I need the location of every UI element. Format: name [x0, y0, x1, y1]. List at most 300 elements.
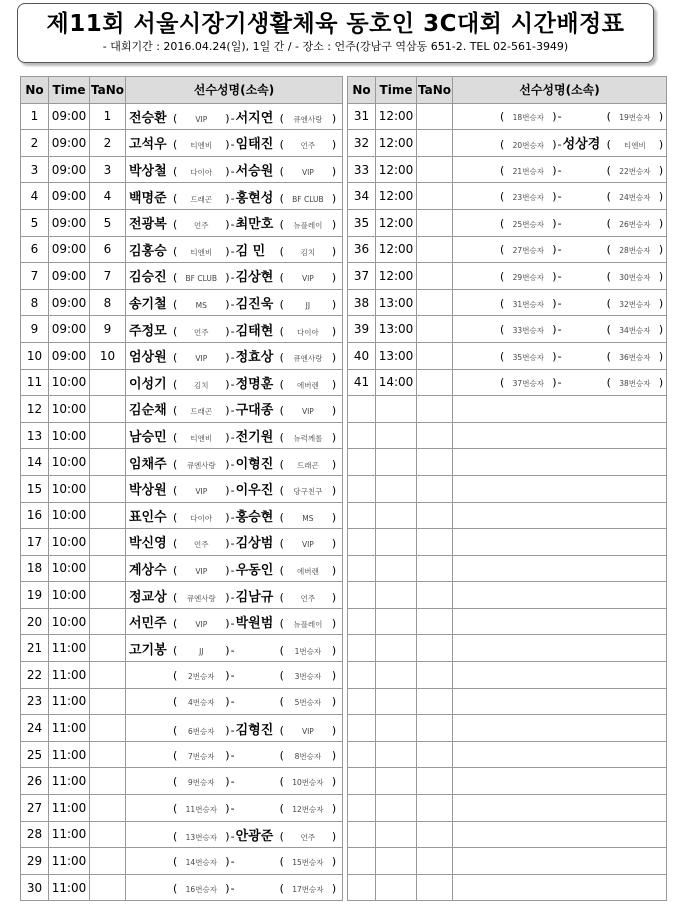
paren-open: (: [279, 138, 284, 152]
paren-close: ): [225, 457, 230, 471]
cell-no: 40: [348, 342, 376, 369]
player2-club: 언주: [300, 593, 316, 603]
cell-time: 11:00: [49, 715, 90, 742]
player1-club: 20번승자: [512, 141, 544, 151]
cell-tano: [417, 209, 453, 236]
versus-dash: -: [557, 376, 562, 390]
paren-open: (: [279, 855, 284, 869]
player1-club: 김치: [194, 380, 209, 390]
cell-empty: [348, 741, 376, 768]
cell-tano: [90, 715, 126, 742]
player2-name: 김태현: [235, 323, 274, 339]
cell-empty: [376, 821, 417, 848]
versus-dash: -: [557, 216, 562, 230]
cell-match: [126, 768, 343, 795]
cell-match: [126, 741, 343, 768]
cell-no: 30: [21, 874, 49, 901]
cell-tano: 6: [90, 236, 126, 263]
player1-club: 드래곤: [190, 194, 213, 204]
cell-no: 25: [21, 741, 49, 768]
paren-open: (: [279, 111, 284, 125]
paren-close: ): [225, 431, 230, 445]
cell-empty: [453, 582, 667, 609]
paren-open: (: [279, 881, 284, 895]
cell-time: 11:00: [49, 635, 90, 662]
paren-close: ): [225, 510, 230, 524]
versus-dash: -: [230, 111, 235, 125]
cell-empty: [417, 608, 453, 635]
cell-empty: [417, 475, 453, 502]
player2-name: 김상현: [235, 270, 274, 286]
player2-name: 김진욱: [235, 297, 274, 313]
paren-open: (: [606, 296, 611, 310]
player1-name: 김홍승: [129, 243, 167, 259]
cell-empty: [417, 555, 453, 582]
player1-name: 서민주: [129, 616, 167, 632]
player2-club: VIP: [301, 540, 314, 550]
paren-close: ): [331, 377, 337, 391]
cell-time: 12:00: [376, 183, 417, 210]
cell-tano: [90, 821, 126, 848]
cell-match: [453, 316, 667, 343]
player1-name: 고석우: [129, 137, 167, 153]
player2-club: 17번승자: [292, 884, 324, 894]
cell-empty: [453, 662, 667, 689]
paren-open: (: [173, 138, 178, 152]
paren-close: ): [331, 191, 337, 205]
paren-close: ): [552, 269, 557, 283]
player2-club: MS: [302, 513, 314, 523]
player2-name: 홍승현: [235, 509, 274, 525]
paren-open: (: [173, 695, 178, 709]
cell-empty: [453, 635, 667, 662]
paren-close: ): [225, 855, 230, 869]
cell-empty: [376, 422, 417, 449]
paren-open: (: [173, 775, 178, 789]
paren-open: (: [173, 244, 178, 258]
cell-tano: [90, 848, 126, 875]
table-row: [348, 688, 667, 715]
table-row: [348, 449, 667, 476]
cell-match: [453, 236, 667, 263]
player1-club: 25번승자: [512, 219, 544, 229]
cell-no: 24: [21, 715, 49, 742]
paren-close: ): [552, 296, 557, 310]
table-row: [21, 688, 343, 715]
page-title: 제11회 서울시장기생활체육 동호인 3C대회 시간배정표: [46, 11, 625, 37]
cell-match: [126, 715, 343, 742]
cell-tano: [90, 582, 126, 609]
player1-club: 16번승자: [185, 884, 217, 894]
player1-name: 남승민: [129, 430, 167, 446]
paren-close: ): [552, 243, 557, 257]
paren-close: ): [658, 323, 664, 337]
cell-empty: [453, 502, 667, 529]
paren-close: ): [225, 748, 230, 762]
cell-no: 11: [21, 369, 49, 396]
cell-tano: 8: [90, 289, 126, 316]
cell-empty: [453, 608, 667, 635]
cell-tano: [90, 475, 126, 502]
cell-empty: [417, 635, 453, 662]
cell-tano: [417, 183, 453, 210]
paren-close: ): [225, 377, 230, 391]
cell-empty: [453, 715, 667, 742]
cell-tano: [90, 874, 126, 901]
cell-empty: [376, 608, 417, 635]
cell-no: 37: [348, 263, 376, 290]
cell-time: 10:00: [49, 475, 90, 502]
player2-club: 8번승자: [294, 751, 322, 761]
paren-open: (: [279, 723, 284, 737]
table-row: [348, 289, 667, 316]
table-row: [21, 103, 343, 130]
table-row: [21, 821, 343, 848]
paren-close: ): [552, 110, 557, 124]
cell-time: 10:00: [49, 449, 90, 476]
player2-club: 뉴플레이: [293, 620, 323, 630]
player1-club: 37번승자: [512, 379, 544, 389]
table-row: [21, 635, 343, 662]
cell-match: [126, 449, 343, 476]
cell-no: 18: [21, 555, 49, 582]
versus-dash: -: [230, 829, 235, 843]
paren-open: (: [279, 510, 284, 524]
player2-club: 26번승자: [619, 219, 651, 229]
cell-empty: [417, 741, 453, 768]
cell-time: 13:00: [376, 342, 417, 369]
paren-open: (: [279, 191, 284, 205]
table-row: [21, 795, 343, 822]
cell-time: 13:00: [376, 316, 417, 343]
cell-empty: [417, 422, 453, 449]
table-row: [21, 608, 343, 635]
cell-match: [453, 183, 667, 210]
cell-empty: [376, 848, 417, 875]
versus-dash: -: [557, 110, 562, 124]
versus-dash: -: [230, 537, 235, 551]
player2-name: 우동인: [235, 562, 274, 578]
paren-close: ): [658, 243, 664, 257]
player2-club: 큐엔사랑: [293, 114, 323, 124]
cell-empty: [348, 795, 376, 822]
player2-name: 김형진: [235, 722, 274, 738]
paren-close: ): [658, 110, 664, 124]
player1-club: 큐엔사랑: [186, 460, 216, 470]
cell-empty: [348, 874, 376, 901]
cell-match: [453, 263, 667, 290]
player2-club: 티엔비: [624, 141, 646, 151]
col-header-time: Time: [376, 77, 417, 104]
cell-match: [126, 130, 343, 157]
paren-open: (: [500, 138, 505, 152]
paren-open: (: [279, 404, 284, 418]
paren-open: (: [279, 218, 284, 232]
player2-club: 22번승자: [619, 166, 651, 176]
player2-club: VIP: [301, 168, 314, 178]
paren-open: (: [173, 590, 178, 604]
cell-empty: [348, 529, 376, 556]
cell-match: [126, 795, 343, 822]
cell-time: 10:00: [49, 529, 90, 556]
paren-open: (: [279, 643, 284, 657]
cell-tano: [417, 342, 453, 369]
table-row: [21, 475, 343, 502]
player2-club: 에버렌: [297, 380, 319, 390]
paren-open: (: [500, 376, 505, 390]
table-row: [21, 183, 343, 210]
cell-tano: 10: [90, 342, 126, 369]
paren-open: (: [173, 563, 178, 577]
paren-close: ): [331, 324, 337, 338]
cell-tano: [90, 529, 126, 556]
versus-dash: -: [230, 881, 235, 895]
cell-empty: [417, 768, 453, 795]
cell-no: 21: [21, 635, 49, 662]
player2-club: 3번승자: [294, 671, 322, 681]
cell-tano: [417, 130, 453, 157]
versus-dash: -: [230, 590, 235, 604]
player2-club: 15번승자: [292, 858, 324, 868]
table-row: [348, 183, 667, 210]
cell-empty: [453, 555, 667, 582]
player2-name: 홍현성: [235, 190, 274, 206]
title-box: [17, 3, 654, 63]
cell-empty: [417, 795, 453, 822]
player2-club: 에버렌: [297, 566, 319, 576]
cell-tano: 9: [90, 316, 126, 343]
player2-name: 김 민: [235, 243, 266, 259]
cell-no: 9: [21, 316, 49, 343]
cell-no: 26: [21, 768, 49, 795]
player1-club: VIP: [195, 354, 208, 364]
player1-name: 정교상: [129, 589, 167, 605]
cell-tano: [90, 635, 126, 662]
cell-empty: [453, 475, 667, 502]
player2-club: 1번승자: [294, 646, 322, 656]
player2-club: BF CLUB: [292, 194, 324, 204]
paren-open: (: [173, 324, 178, 338]
paren-close: ): [225, 723, 230, 737]
cell-tano: [417, 316, 453, 343]
player1-name: 김승진: [129, 270, 167, 286]
paren-open: (: [279, 244, 284, 258]
paren-close: ): [552, 163, 557, 177]
cell-empty: [348, 422, 376, 449]
paren-open: (: [173, 668, 178, 682]
col-header-tano: TaNo: [90, 77, 126, 104]
player2-club: 다이아: [297, 327, 319, 337]
paren-open: (: [173, 191, 178, 205]
paren-open: (: [173, 748, 178, 762]
versus-dash: -: [230, 165, 235, 179]
paren-close: ): [658, 296, 664, 310]
paren-open: (: [173, 881, 178, 895]
paren-open: (: [173, 643, 178, 657]
player2-name: 이우진: [235, 483, 274, 499]
table-row: [21, 369, 343, 396]
cell-empty: [453, 795, 667, 822]
cell-match: [126, 236, 343, 263]
paren-close: ): [331, 351, 337, 365]
paren-open: (: [500, 110, 505, 124]
cell-empty: [453, 741, 667, 768]
player1-name: 박상원: [129, 483, 167, 499]
cell-empty: [376, 688, 417, 715]
player1-name: 김순채: [129, 403, 167, 419]
cell-empty: [348, 768, 376, 795]
paren-close: ): [225, 165, 230, 179]
player1-name: 계상수: [129, 562, 167, 578]
cell-empty: [453, 688, 667, 715]
paren-close: ): [225, 218, 230, 232]
paren-close: ): [225, 484, 230, 498]
cell-time: 09:00: [49, 156, 90, 183]
paren-open: (: [173, 218, 178, 232]
paren-open: (: [173, 377, 178, 391]
paren-close: ): [331, 537, 337, 551]
table-row: [21, 289, 343, 316]
table-row: [348, 316, 667, 343]
cell-empty: [348, 715, 376, 742]
paren-close: ): [225, 537, 230, 551]
cell-tano: [417, 236, 453, 263]
cell-time: 10:00: [49, 582, 90, 609]
cell-match: [126, 821, 343, 848]
cell-no: 2: [21, 130, 49, 157]
player1-club: MS: [195, 301, 207, 311]
cell-empty: [376, 396, 417, 423]
versus-dash: -: [230, 404, 235, 418]
paren-close: ): [658, 269, 664, 283]
paren-close: ): [331, 484, 337, 498]
versus-dash: -: [230, 431, 235, 445]
paren-close: ): [331, 801, 337, 815]
player2-club: VIP: [301, 274, 314, 284]
player2-name: 정명훈: [235, 376, 274, 392]
table-row: [348, 103, 667, 130]
player1-club: 티엔비: [190, 247, 213, 257]
cell-no: 33: [348, 156, 376, 183]
player1-club: 언주: [194, 221, 209, 231]
paren-close: ): [331, 668, 337, 682]
player2-club: 28번승자: [619, 246, 651, 256]
table-row: [348, 635, 667, 662]
player2-name: 성상경: [562, 137, 601, 153]
cell-empty: [376, 874, 417, 901]
cell-tano: [90, 502, 126, 529]
paren-open: (: [500, 269, 505, 283]
player2-name: 서지연: [235, 110, 274, 126]
player2-club: 10번승자: [292, 778, 324, 788]
cell-match: [126, 662, 343, 689]
cell-empty: [348, 635, 376, 662]
cell-empty: [417, 821, 453, 848]
versus-dash: -: [230, 723, 235, 737]
paren-close: ): [225, 298, 230, 312]
paren-close: ): [331, 829, 337, 843]
table-row: [348, 369, 667, 396]
player2-club: 36번승자: [619, 352, 651, 362]
player1-club: VIP: [195, 487, 208, 497]
player1-club: 티엔비: [190, 141, 213, 151]
player1-club: 티엔비: [190, 434, 213, 444]
paren-close: ): [331, 723, 337, 737]
cell-empty: [376, 768, 417, 795]
player1-club: 18번승자: [512, 113, 544, 123]
cell-empty: [453, 848, 667, 875]
paren-close: ): [225, 801, 230, 815]
cell-empty: [376, 741, 417, 768]
table-row: [348, 874, 667, 901]
cell-time: 09:00: [49, 342, 90, 369]
paren-close: ): [225, 324, 230, 338]
paren-open: (: [500, 243, 505, 257]
table-row: [348, 715, 667, 742]
paren-open: (: [173, 855, 178, 869]
paren-open: (: [606, 243, 611, 257]
paren-close: ): [225, 881, 230, 895]
cell-tano: [417, 369, 453, 396]
paren-open: (: [279, 695, 284, 709]
paren-close: ): [225, 138, 230, 152]
cell-time: 09:00: [49, 316, 90, 343]
table-row: [21, 848, 343, 875]
player1-club: 29번승자: [512, 272, 544, 282]
cell-match: [126, 209, 343, 236]
paren-open: (: [173, 510, 178, 524]
cell-no: 36: [348, 236, 376, 263]
table-row: [348, 156, 667, 183]
cell-match: [126, 555, 343, 582]
schedule-table-left: [20, 76, 343, 901]
cell-tano: [417, 156, 453, 183]
player2-name: 서승원: [235, 164, 274, 180]
cell-match: [126, 396, 343, 423]
cell-tano: [90, 369, 126, 396]
paren-close: ): [331, 695, 337, 709]
versus-dash: -: [230, 617, 235, 631]
table-row: [348, 236, 667, 263]
page-subtitle: - 대회기간 : 2016.04.24(일), 1일 간 / - 장소 : 언주(강남구 역삼동 651-2. TEL 02-561-3949): [102, 40, 569, 53]
cell-match: [126, 342, 343, 369]
table-row: [348, 795, 667, 822]
versus-dash: -: [557, 296, 562, 310]
cell-time: 12:00: [376, 130, 417, 157]
cell-time: 09:00: [49, 130, 90, 157]
paren-open: (: [173, 271, 178, 285]
cell-match: [126, 475, 343, 502]
player1-club: 드래곤: [190, 407, 213, 417]
cell-empty: [348, 449, 376, 476]
table-row: [21, 768, 343, 795]
player2-club: VIP: [301, 726, 314, 736]
cell-tano: [90, 768, 126, 795]
cell-empty: [417, 715, 453, 742]
cell-match: [126, 289, 343, 316]
paren-close: ): [331, 111, 337, 125]
paren-open: (: [606, 190, 611, 204]
player1-name: 표인수: [129, 509, 167, 525]
cell-empty: [376, 529, 417, 556]
player1-club: 6번승자: [188, 726, 215, 736]
paren-open: (: [500, 216, 505, 230]
cell-tano: [90, 608, 126, 635]
cell-empty: [453, 422, 667, 449]
cell-time: 10:00: [49, 422, 90, 449]
player1-name: 임채주: [129, 456, 167, 472]
paren-open: (: [173, 111, 178, 125]
